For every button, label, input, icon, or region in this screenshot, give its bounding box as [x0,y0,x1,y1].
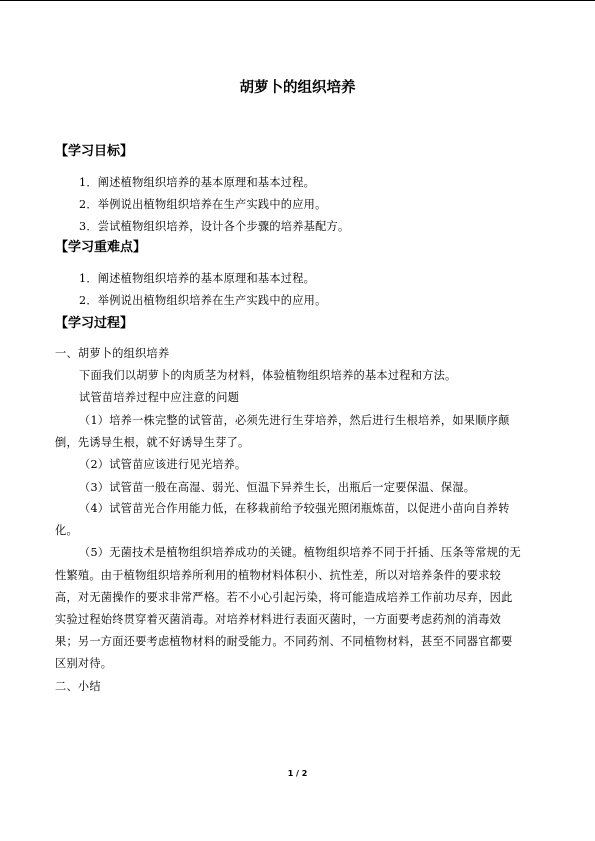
objective-item-1: 1．阐述植物组织培养的基本原理和基本过程。 [79,176,316,189]
notes-heading: 试管苗培养过程中应注意的问题 [79,391,240,404]
section-2-heading: 二、小结 [55,680,101,693]
objective-item-3: 3．尝试植物组织培养，设计各个步骤的培养基配方。 [79,220,350,233]
process-heading: 【学习过程】 [55,316,134,331]
intro-paragraph: 下面我们以胡萝卜的肉质茎为材料，体验植物组织培养的基本过程和方法。 [79,369,457,382]
objectives-heading: 【学习目标】 [55,144,134,159]
note-1-line-2: 倒，先诱导生根，就不好诱导生芽了。 [55,436,250,449]
note-2: （2）试管苗应该进行见光培养。 [79,458,247,471]
note-5-line-4: 实验过程始终贯穿着灭菌消毒。对培养材料进行表面灭菌时，一方面要考虑药剂的消毒效 [55,613,502,626]
note-5-line-1: （5）无菌技术是植物组织培养成功的关键。植物组织培养不同于扦插、压条等常规的无 [79,546,521,559]
key-point-item-1: 1．阐述植物组织培养的基本原理和基本过程。 [79,272,316,285]
page-number: 1 / 2 [287,769,308,778]
key-point-item-2: 2．举例说出植物组织培养在生产实践中的应用。 [79,294,327,307]
objective-item-2: 2．举例说出植物组织培养在生产实践中的应用。 [79,198,327,211]
note-5-line-3: 高，对无菌操作的要求非常严格。若不小心引起污染，将可能造成培养工作前功尽弃，因此 [55,591,513,604]
note-5-line-5: 果；另一方面还要考虑植物材料的耐受能力。不同药剂、不同植物材料，甚至不同器官都要 [55,635,513,648]
top-rule [0,0,595,1]
note-5-line-2: 性繁殖。由于植物组织培养所利用的植物材料体积小、抗性差，所以对培养条件的要求较 [55,569,502,582]
note-3: （3）试管苗一般在高湿、弱光、恒温下异养生长，出瓶后一定要保温、保湿。 [79,481,476,494]
section-1-heading: 一、胡萝卜的组织培养 [55,347,170,360]
page-title: 胡萝卜的组织培养 [239,80,356,96]
key-points-heading: 【学习重难点】 [55,240,147,255]
note-1-line-1: （1）培养一株完整的试管苗，必须先进行生芽培养，然后进行生根培养，如果顺序颠 [79,414,510,427]
note-4-line-1: （4）试管苗光合作用能力低，在移栽前给予较强光照闭瓶炼苗，以促进小苗向自养转 [79,502,510,515]
note-4-line-2: 化。 [55,524,78,537]
note-5-line-6: 区别对待。 [55,657,113,670]
